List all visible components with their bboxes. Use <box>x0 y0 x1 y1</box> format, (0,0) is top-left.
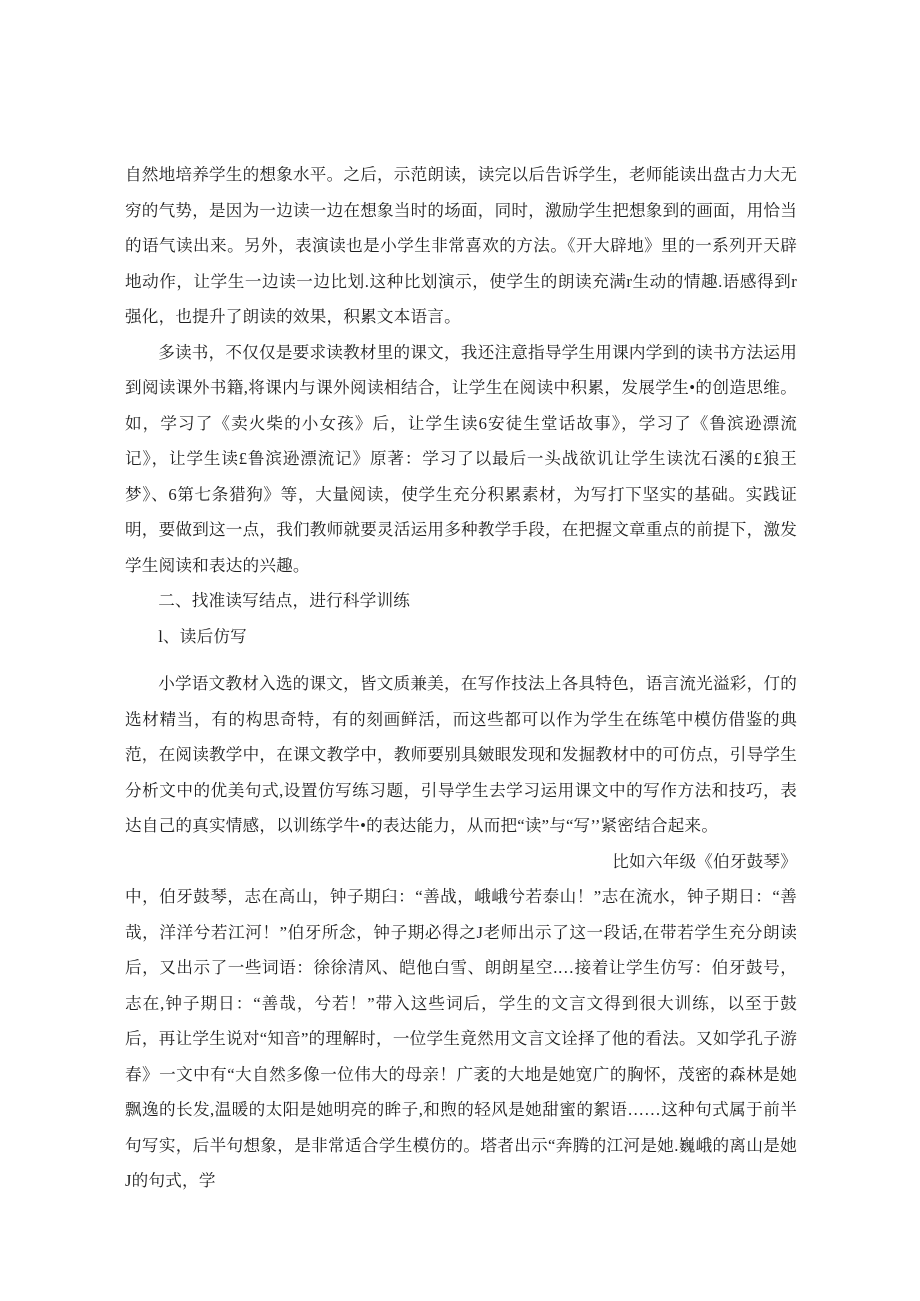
document-body <box>125 157 797 1199</box>
line-example-title: 比如六年级《伯牙鼓琴》 <box>612 851 797 871</box>
paragraph-imitation-writing: 小学语文教材入选的课文，皆文质兼美，在写作技法上各具特色，语言流光溢彩，仃的选材精当，有的构思奇特，有的刻画鲜活，而这些都可以作为学生在练笔中模仿借鉴的典范，在阅读教学中，在课文教学中，教师要别具皴眼发现和发掘教材中的可仿点，引导学生分析文中的优美句式,设置仿写练习题，引导学生去学习运用课文中的写作方法和技巧，表达自己的真实情感，以训练学牛•的表达能力，从而把“读”与“写’’紧密结合起来。 <box>125 674 797 835</box>
paragraph-reading-extension: 多读书，不仅仅是要求读教材里的课文，我还注意指导学生用课内学到的读书方法运用到阅读课外书籍,将课内与课外阅读相结合，让学生在阅读中积累，发展学生•的创造思维。如，学习了《卖火柴的小女孩》后，让学生读6安徒生堂话故事》，学习了《鲁滨逊漂流记》，让学生读£鲁滨逊漂流记》原著：学习了以最后一头战欲讥让学生读沈石溪的£狼王梦》、6第七条猎狗》等，大量阅读，使学生充分积累素材，为写打下坚实的基础。实践证明，要做到这一点，我们教师就要灵活运用多种教学手段，在把握文章重点的前提下，激发学生阅读和表达的兴趣。 <box>125 342 797 575</box>
subsection-heading: l、读后仿写 <box>158 626 247 646</box>
section-heading: 二、找准读写结点，进行科学训练 <box>158 591 411 610</box>
paragraph-boya-example: 中，伯牙鼓琴，志在高山，钟子期臼：“善战，峨峨兮若泰山！”志在流水，钟子期日：“善哉，洋洋兮若江河！”伯牙所念，钟子期必得之J老师出示了这一段话,在带若学生充分朗读后，又出示了一些词语：徐徐清风、皑他白雪、朗朗星空.…接着让学生仿写：伯牙鼓号，志在,钟子期日：“善哉，兮若！”带入这些词后，学生的文言文得到很大训练，以至于鼓后，再让学生说对“知音”的理解时，一位学生竟然用文言文诠择了他的看法。又如学孔子游春》一文中有“大自然多像一位伟大的母亲！广袤的大地是她宽广的胸怀，茂密的森林是她飘逸的长发,温暖的太阳是她明亮的眸子,和煦的轻风是她甜蜜的絮语……这种句式属于前半句写实，后半句想象，是非常适合学生模仿的。塔者出示“奔腾的江河是她.巍峨的离山是她J的句式，学 <box>125 887 797 1190</box>
paragraph-continuation: 自然地培养学生的想象水平。之后，示范朗读，读完以后告诉学生，老师能读出盘古力大无穷的气势，是因为一边读一边在想象当时的场面，同时，激励学生把想象到的画面，用恰当的语气读出来。另外，表演读也是小学生非常喜欢的方法。《开大辟地》里的一系列开天辟地动作，让学生一边读一边比划.这种比划演示，使学生的朗读充满r生动的情趣.语感得到r强化，也提升了朗读的效果，积累文本语言。 <box>125 165 797 326</box>
